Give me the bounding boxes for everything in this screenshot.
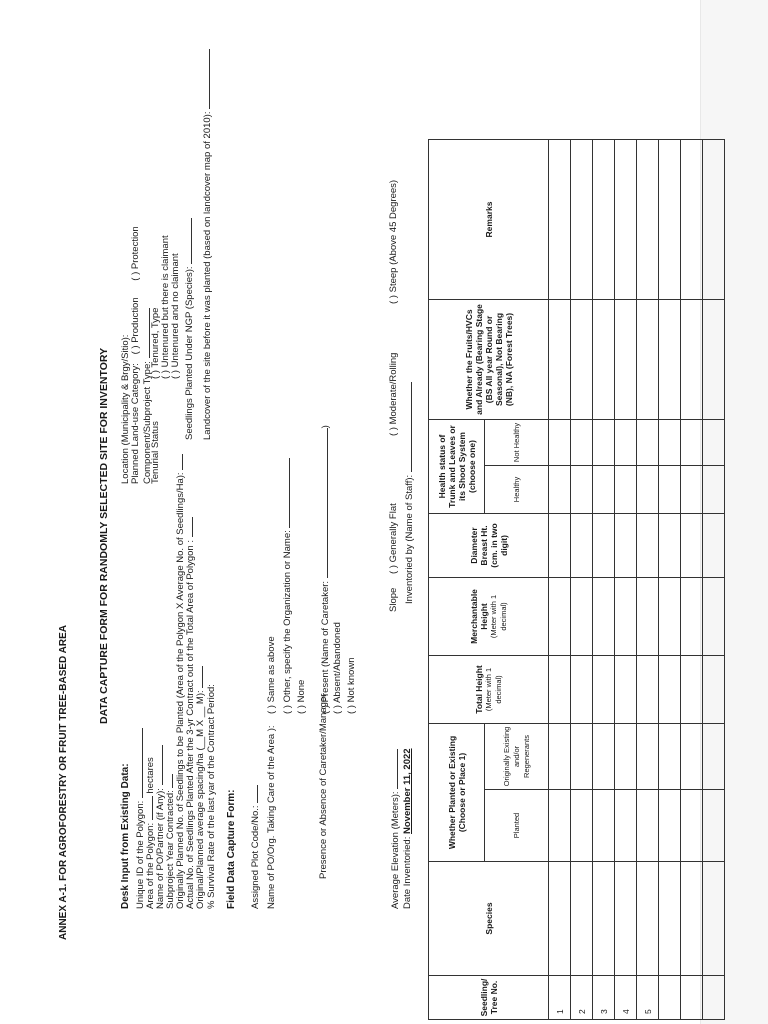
table-cell[interactable] bbox=[593, 655, 615, 723]
table-cell[interactable] bbox=[703, 655, 725, 723]
table-cell[interactable] bbox=[637, 299, 659, 419]
table-cell[interactable] bbox=[615, 299, 637, 419]
table-cell[interactable] bbox=[549, 577, 571, 655]
table-cell[interactable] bbox=[593, 723, 615, 789]
col-header-existing: Originally Existing and/or Regenerants bbox=[485, 723, 549, 789]
table-cell[interactable] bbox=[681, 577, 703, 655]
table-row bbox=[571, 139, 593, 1019]
table-cell[interactable] bbox=[637, 790, 659, 862]
seedlings-ngp-row bbox=[182, 218, 195, 440]
table-cell[interactable] bbox=[549, 790, 571, 862]
slope-moderate-option[interactable]: ( ) Moderate/Rolling bbox=[388, 352, 399, 436]
table-cell[interactable] bbox=[659, 655, 681, 723]
col-header-health-group: Health status of Trunk and Leaves or its Shoot System (choose one) bbox=[429, 419, 485, 513]
table-cell[interactable] bbox=[549, 723, 571, 789]
table-cell[interactable] bbox=[703, 790, 725, 862]
table-cell[interactable] bbox=[593, 465, 615, 513]
table-cell[interactable] bbox=[615, 513, 637, 577]
date-value: November 11, 2022 bbox=[402, 748, 413, 834]
merch-height-sub: (Meter with 1 decimal) bbox=[488, 594, 508, 639]
table-row bbox=[659, 139, 681, 1019]
po-partner-label: Name of PO/Partner (if Any): bbox=[155, 788, 166, 909]
staff-field[interactable] bbox=[402, 382, 412, 472]
col-header-merch-height bbox=[429, 577, 549, 655]
spacing-field[interactable] bbox=[193, 666, 203, 688]
table-cell[interactable] bbox=[615, 655, 637, 723]
table-cell[interactable] bbox=[593, 577, 615, 655]
area-unit: hectares bbox=[145, 757, 156, 794]
table-cell[interactable] bbox=[593, 419, 615, 465]
col-header-dbh: Diameter Breast Ht. (cm. in two digit) bbox=[429, 513, 549, 577]
elevation-field[interactable] bbox=[388, 749, 398, 789]
table-cell[interactable] bbox=[571, 790, 593, 862]
table-cell[interactable] bbox=[549, 139, 571, 299]
care-other-field[interactable] bbox=[280, 458, 290, 528]
table-cell[interactable] bbox=[681, 419, 703, 465]
table-cell[interactable] bbox=[681, 723, 703, 789]
landcover-row bbox=[200, 49, 213, 440]
unique-id-field[interactable] bbox=[133, 728, 143, 798]
table-cell[interactable] bbox=[703, 419, 725, 465]
inventory-table bbox=[428, 139, 725, 1020]
table-cell[interactable] bbox=[549, 862, 571, 976]
row-number: 5 bbox=[637, 976, 659, 1020]
actual-planted-field[interactable] bbox=[183, 517, 193, 537]
caretaker-option-2[interactable]: ( ) Absent/Abandoned bbox=[332, 622, 343, 714]
landcover-label: Landcover of the site before it was planted (based on landcover map of 2010): bbox=[202, 111, 213, 440]
plot-code-label: Assigned Plot Code/No.: bbox=[250, 805, 261, 909]
desk-heading: Desk Input from Existing Data: bbox=[120, 763, 131, 909]
caretaker-label: Presence or Absence of Caretaker/Manager bbox=[318, 693, 329, 879]
table-cell[interactable] bbox=[703, 577, 725, 655]
table-row bbox=[681, 139, 703, 1019]
date-label: Date Inventoried: bbox=[402, 836, 413, 909]
subproject-year-field[interactable] bbox=[163, 774, 173, 788]
table-cell[interactable] bbox=[659, 862, 681, 976]
col-header-bearing: Whether the Fruits/HVCs and Already (Bearing Stage (BS All year Round or Seasonal), Not Bearing (NB), NA (Forest Trees) bbox=[429, 299, 549, 419]
table-cell[interactable] bbox=[571, 577, 593, 655]
table-cell[interactable] bbox=[681, 139, 703, 299]
seedlings-ngp-field[interactable] bbox=[182, 218, 192, 264]
table-cell[interactable] bbox=[703, 723, 725, 789]
row-number bbox=[703, 976, 725, 1020]
form-title: DATA CAPTURE FORM FOR RANDOMLY SELECTED SITE FOR INVENTORY bbox=[98, 347, 110, 724]
table-cell[interactable] bbox=[703, 465, 725, 513]
production-option[interactable]: ( ) Production bbox=[130, 297, 141, 355]
plot-code-field[interactable] bbox=[248, 785, 258, 803]
table-row bbox=[615, 139, 637, 1019]
table-cell[interactable] bbox=[659, 723, 681, 789]
row-number: 2 bbox=[571, 976, 593, 1020]
row-number bbox=[659, 976, 681, 1020]
col-header-remarks: Remarks bbox=[429, 139, 549, 299]
table-cell[interactable] bbox=[637, 465, 659, 513]
caretaker-option-3[interactable]: ( ) Not known bbox=[346, 657, 357, 714]
table-cell[interactable] bbox=[571, 723, 593, 789]
table-cell[interactable] bbox=[571, 862, 593, 976]
table-cell[interactable] bbox=[571, 139, 593, 299]
table-cell[interactable] bbox=[615, 465, 637, 513]
tenure-option-3[interactable]: ( ) Untenured and no claimant bbox=[170, 253, 181, 379]
table-cell[interactable] bbox=[659, 139, 681, 299]
area-label: Area of the Polygon: bbox=[145, 822, 156, 909]
table-cell[interactable] bbox=[615, 419, 637, 465]
table-cell[interactable] bbox=[637, 577, 659, 655]
slope-flat-option[interactable]: ( ) Generally Flat bbox=[388, 503, 399, 574]
caretaker-option-1-row: ( ) Present (Name of Caretaker: ) bbox=[320, 425, 331, 714]
col-header-tree-no: Seedling/ Tree No. bbox=[429, 976, 549, 1020]
survival-label: % Survival Rate of the last yar of the Contract Period: bbox=[206, 684, 217, 909]
table-cell[interactable] bbox=[549, 513, 571, 577]
table-cell[interactable] bbox=[615, 790, 637, 862]
table-cell[interactable] bbox=[681, 790, 703, 862]
staff-row bbox=[402, 382, 415, 604]
table-cell[interactable] bbox=[571, 419, 593, 465]
care-option-2[interactable]: ( ) Other, specify the Organization or Name: bbox=[282, 530, 293, 714]
table-cell[interactable] bbox=[615, 723, 637, 789]
col-header-planted-group: Whether Planted or Existing (Choose or Place 1) bbox=[429, 723, 485, 861]
orig-planned-field[interactable] bbox=[173, 454, 183, 470]
table-cell[interactable] bbox=[659, 513, 681, 577]
caretaker-name-field[interactable] bbox=[318, 428, 328, 578]
orig-planned-label: Originally Planned No. of Seedlings to be Planted (Area of the Polygon X Average No. of Seedlings/Ha): bbox=[175, 472, 186, 909]
table-cell[interactable] bbox=[703, 513, 725, 577]
unique-id-label: Unique ID of the Polygon: bbox=[135, 800, 146, 909]
table-row bbox=[637, 139, 659, 1019]
care-name-label: Name of PO/Org. Taking Care of the Area ): bbox=[266, 725, 277, 909]
table-cell[interactable] bbox=[549, 655, 571, 723]
table-cell[interactable] bbox=[681, 862, 703, 976]
table-cell[interactable] bbox=[615, 139, 637, 299]
table-cell[interactable] bbox=[637, 419, 659, 465]
table-cell[interactable] bbox=[681, 655, 703, 723]
elevation-label: Average Elevation (Meters): bbox=[390, 791, 401, 909]
table-cell[interactable] bbox=[637, 139, 659, 299]
table-cell[interactable] bbox=[593, 862, 615, 976]
spacing-label: Original/Planned average spacing/ha (__M X __ M): bbox=[195, 690, 206, 909]
protection-option[interactable]: ( ) Protection bbox=[130, 226, 141, 281]
table-cell[interactable] bbox=[593, 790, 615, 862]
subproject-year-label: Subproject Year Contracted: bbox=[165, 790, 176, 909]
date-row bbox=[402, 748, 413, 909]
total-height-sub: (Meter with 1 decimal) bbox=[483, 667, 503, 712]
table-cell[interactable] bbox=[615, 862, 637, 976]
location-label: Location (Municipality & Brgy/Sitio): bbox=[120, 334, 131, 484]
table-cell[interactable] bbox=[571, 299, 593, 419]
table-row bbox=[549, 139, 571, 1019]
care-option-1[interactable]: ( ) Same as above bbox=[266, 636, 277, 714]
po-partner-field[interactable] bbox=[153, 745, 163, 785]
table-cell[interactable] bbox=[703, 299, 725, 419]
plot-code-row bbox=[248, 785, 261, 909]
table-cell[interactable] bbox=[637, 655, 659, 723]
tenure-option-2[interactable]: ( ) Untenured but there is claimant bbox=[160, 235, 171, 379]
land-use-label: Planned Land-use Category: bbox=[130, 363, 141, 484]
col-header-not-healthy: Not Healthy bbox=[485, 419, 549, 465]
table-row bbox=[593, 139, 615, 1019]
slope-label: Slope bbox=[388, 587, 399, 612]
field-heading: Field Data Capture Form: bbox=[226, 789, 237, 909]
table-cell[interactable] bbox=[549, 465, 571, 513]
seedlings-ngp-label: Seedlings Planted Under NGP (Species): bbox=[184, 266, 195, 440]
slope-steep-option[interactable]: ( ) Steep (Above 45 Degrees) bbox=[388, 179, 399, 304]
table-cell[interactable] bbox=[615, 577, 637, 655]
table-cell[interactable] bbox=[703, 862, 725, 976]
caretaker-option-1[interactable]: ( ) Present (Name of Caretaker: bbox=[320, 580, 331, 714]
table-cell[interactable] bbox=[549, 299, 571, 419]
row-number bbox=[681, 976, 703, 1020]
table-cell[interactable] bbox=[637, 723, 659, 789]
table-cell[interactable] bbox=[571, 655, 593, 723]
annex-title: ANNEX A-1. FOR AGROFORESTRY OR FRUIT TREE-BASED AREA bbox=[58, 624, 69, 940]
care-option-3[interactable]: ( ) None bbox=[296, 679, 307, 714]
elevation-row bbox=[388, 749, 401, 909]
total-height-label: Total Height bbox=[473, 665, 484, 714]
table-cell[interactable] bbox=[549, 419, 571, 465]
table-cell[interactable] bbox=[571, 465, 593, 513]
table-cell[interactable] bbox=[593, 299, 615, 419]
table-cell[interactable] bbox=[637, 862, 659, 976]
table-cell[interactable] bbox=[659, 419, 681, 465]
table-cell[interactable] bbox=[659, 465, 681, 513]
table-row bbox=[703, 139, 725, 1019]
row-number: 3 bbox=[593, 976, 615, 1020]
area-field[interactable] bbox=[143, 796, 153, 820]
table-cell[interactable] bbox=[703, 139, 725, 299]
spacing-row bbox=[193, 666, 206, 909]
component-label: Component/Subproject Type: bbox=[142, 361, 153, 484]
col-header-species: Species bbox=[429, 862, 549, 976]
tenure-option-1[interactable]: ( ) Tenured, Type bbox=[150, 307, 161, 379]
merch-height-label: Merchantable Height bbox=[468, 589, 489, 644]
actual-planted-label: Actual No. of Seedlings Planted After the 3-yr Contract out of the Total Area of Polygon : bbox=[185, 540, 196, 909]
col-header-total-height bbox=[429, 655, 549, 723]
table-cell[interactable] bbox=[593, 139, 615, 299]
table-cell[interactable] bbox=[637, 513, 659, 577]
component-field[interactable] bbox=[140, 308, 150, 358]
tenurial-label: Tenurial Status bbox=[150, 421, 161, 484]
staff-label: Inventoried by (Name of Staff): bbox=[404, 474, 415, 604]
table-cell[interactable] bbox=[659, 299, 681, 419]
table-cell[interactable] bbox=[659, 790, 681, 862]
table-cell[interactable] bbox=[681, 299, 703, 419]
care-option-2-row bbox=[280, 458, 293, 714]
col-header-healthy: Healthy bbox=[485, 465, 549, 513]
table-cell[interactable] bbox=[593, 513, 615, 577]
table-cell[interactable] bbox=[659, 577, 681, 655]
table-cell[interactable] bbox=[571, 513, 593, 577]
row-number: 4 bbox=[615, 976, 637, 1020]
table-cell[interactable] bbox=[681, 465, 703, 513]
landcover-field[interactable] bbox=[200, 49, 210, 109]
col-header-planted: Planted bbox=[485, 790, 549, 862]
table-cell[interactable] bbox=[681, 513, 703, 577]
row-number: 1 bbox=[549, 976, 571, 1020]
